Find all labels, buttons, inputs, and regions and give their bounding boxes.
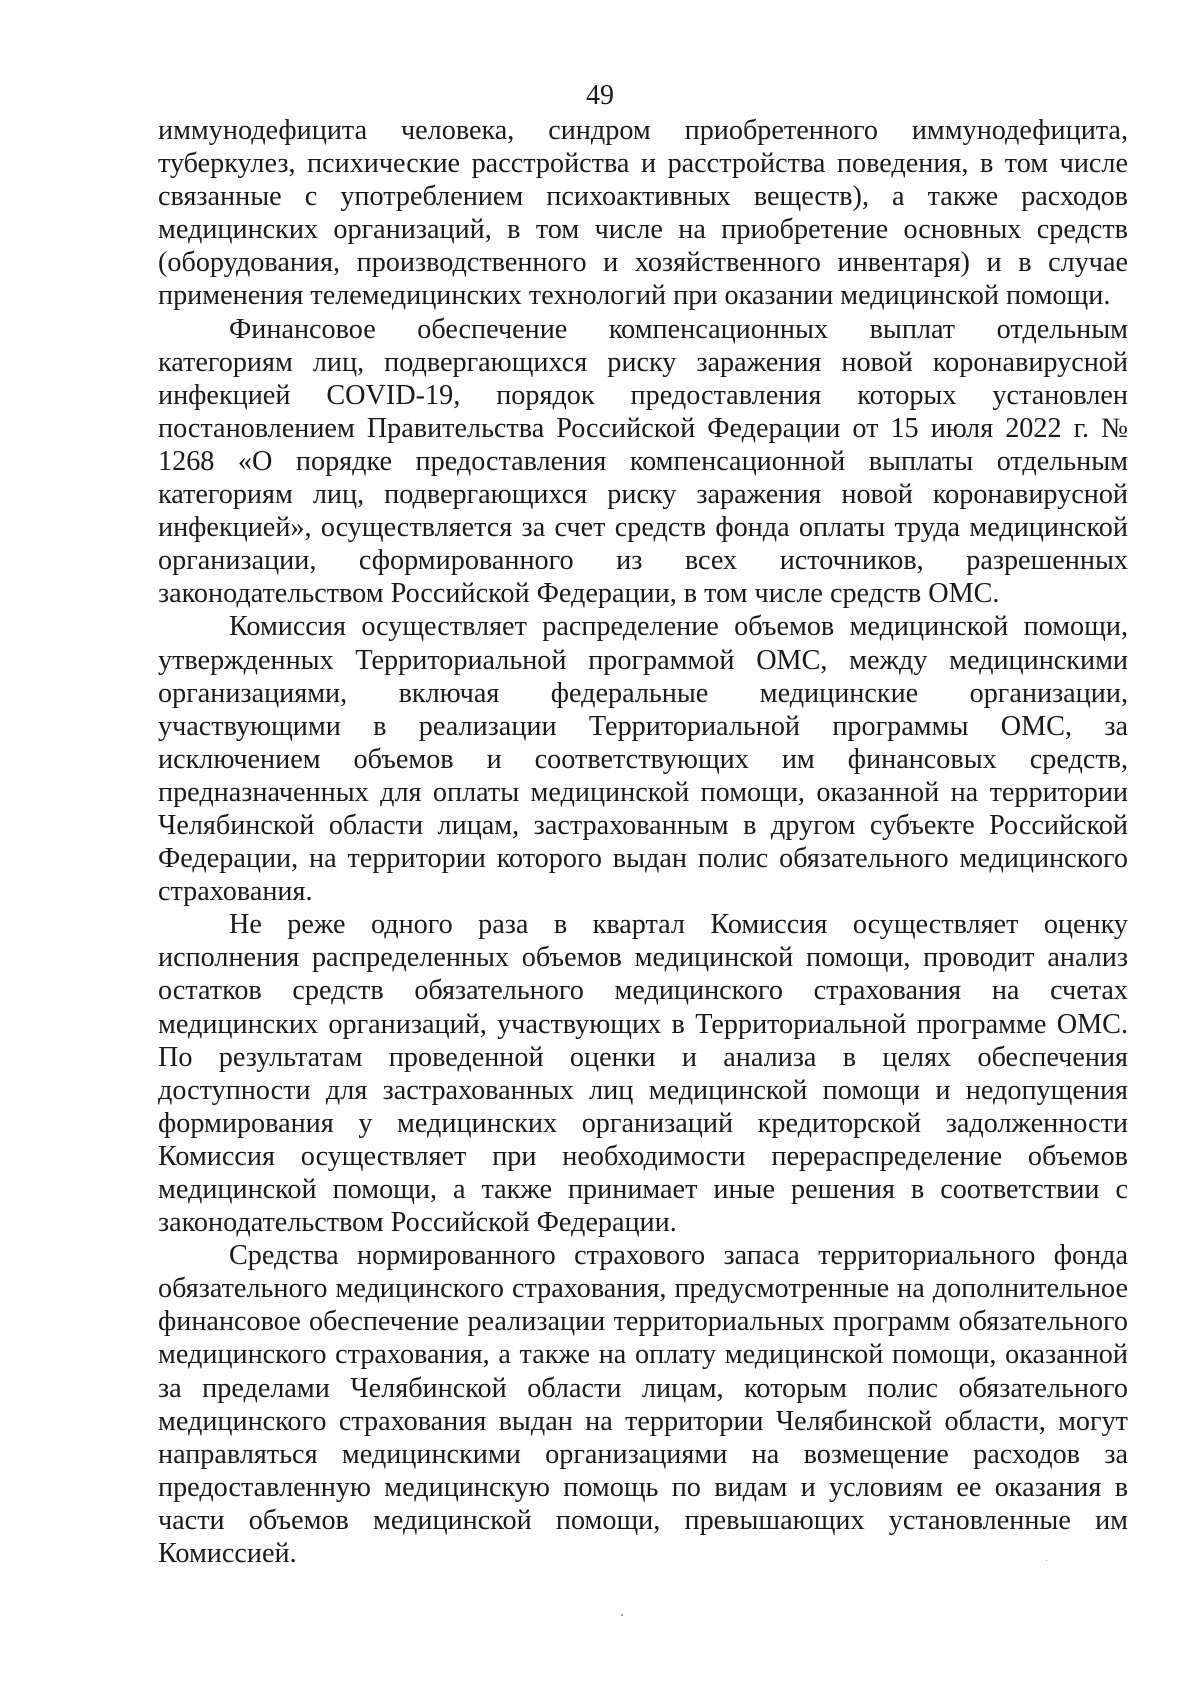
paragraph-continuation: иммунодефицита человека, синдром приобретенного иммунодефицита, туберкулез, психические расстройства и расстройства поведения, в том числе связанные с употреблением психоактивных веществ), а также расходов медицинских организаций, в том числе на приобретение основных средств (оборудования, производственного и хозяйственного инвентаря) и в случае применения телемедицинских технологий при оказании медицинской помощи. bbox=[158, 115, 1128, 312]
document-body bbox=[158, 114, 1128, 1570]
scan-speck bbox=[621, 1614, 623, 1616]
paragraph-insurance-reserve: Средства нормированного страхового запаса территориального фонда обязательного медицинского страхования, предусмотренные на дополнительное финансовое обеспечение реализации территориальных программ обязательного медицинского страхования, а также на оплату медицинской помощи, оказанной за пределами Челябинской области лицам, которым полис обязательного медицинского страхования выдан на территории Челябинской области, могут направляться медицинскими организациями на возмещение расходов за предоставленную медицинскую помощь по видам и условиям ее оказания в части объемов медицинской помощи, превышающих установленные им Комиссией. bbox=[158, 1240, 1128, 1570]
paragraph-compensation-payments: Финансовое обеспечение компенсационных выплат отдельным категориям лиц, подвергающихся риску заражения новой коронавирусной инфекцией COVID-19, порядок предоставления которых установлен постановлением Правительства Российской Федерации от 15 июля 2022 г. № 1268 «О порядке предоставления компенсационной выплаты отдельным категориям лиц, подвергающихся риску заражения новой коронавирусной инфекцией», осуществляется за счет средств фонда оплаты труда медицинской организации, сформированного из всех источников, разрешенных законодательством Российской Федерации, в том числе средств ОМС. bbox=[158, 313, 1128, 610]
paragraph-quarterly-assessment: Не реже одного раза в квартал Комиссия осуществляет оценку исполнения распределенных объемов медицинской помощи, проводит анализ остатков средств обязательного медицинского страхования на счетах медицинских организаций, участвующих в Территориальной программе ОМС. По результатам проведенной оценки и анализа в целях обеспечения доступности для застрахованных лиц медицинской помощи и недопущения формирования у медицинских организаций кредиторской задолженности Комиссия осуществляет при необходимости перераспределение объемов медицинской помощи, а также принимает иные решения в соответствии с законодательством Российской Федерации. bbox=[158, 909, 1128, 1239]
page-number: 49 bbox=[586, 80, 614, 111]
scan-speck bbox=[1046, 1560, 1047, 1561]
paragraph-commission-distribution: Комиссия осуществляет распределение объемов медицинской помощи, утвержденных Территориальной программой ОМС, между медицинскими организациями, включая федеральные медицинские организации, участвующими в реализации Территориальной программы ОМС, за исключением объемов и соответствующих им финансовых средств, предназначенных для оплаты медицинской помощи, оказанной на территории Челябинской области лицам, застрахованным в другом субъекте Российской Федерации, на территории которого выдан полис обязательного медицинского страхования. bbox=[158, 611, 1128, 908]
